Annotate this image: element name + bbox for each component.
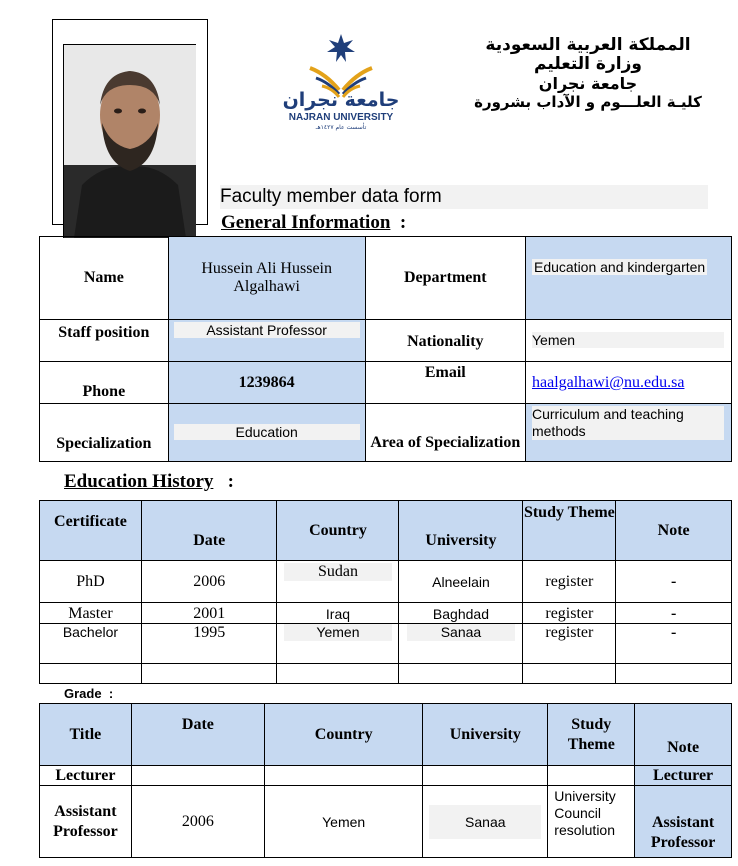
grade-header-study-theme: Study Theme bbox=[548, 704, 635, 766]
grade-cell-country bbox=[265, 766, 423, 786]
grade-cell-study-theme bbox=[548, 766, 635, 786]
label-specialization: Specialization bbox=[40, 404, 169, 462]
edu-cell-study-theme: register bbox=[523, 624, 616, 664]
grade-cell-title: Lecturer bbox=[40, 766, 132, 786]
general-info-heading bbox=[221, 212, 406, 234]
value-specialization: Education bbox=[174, 424, 360, 440]
value-nationality: Yemen bbox=[532, 332, 724, 348]
grade-header-country: Country bbox=[265, 704, 423, 766]
grade-cell-university: Sanaa bbox=[429, 805, 541, 839]
grade-cell-university bbox=[423, 766, 548, 786]
grade-cell-title: Assistant Professor bbox=[40, 786, 132, 858]
grade-row-lecturer bbox=[40, 766, 732, 786]
grade-cell-note: Assistant Professor bbox=[635, 786, 732, 858]
label-staff-position: Staff position bbox=[40, 320, 169, 362]
edu-cell-note: - bbox=[616, 603, 732, 624]
edu-header-country: Country bbox=[277, 501, 399, 561]
edu-cell-note: - bbox=[616, 624, 732, 664]
logo-tagline: تأسست عام ١٤٢٧هـ bbox=[315, 124, 367, 131]
label-name: Name bbox=[40, 237, 169, 320]
edu-cell-country: Yemen bbox=[284, 624, 392, 641]
general-info-colon: : bbox=[399, 212, 407, 233]
value-name: Hussein Ali Hussein Algalhawi bbox=[168, 237, 365, 320]
edu-cell-certificate: PhD bbox=[40, 561, 142, 603]
profile-photo bbox=[63, 44, 196, 238]
edu-cell-certificate: Master bbox=[40, 603, 142, 624]
edu-header-certificate: Certificate bbox=[40, 501, 142, 561]
edu-cell-certificate: Bachelor bbox=[40, 624, 142, 664]
value-area-of-specialization: Curriculum and teaching methods bbox=[532, 406, 724, 440]
grade-cell-note: Lecturer bbox=[635, 766, 732, 786]
label-area-of-specialization: Area of Specialization bbox=[365, 404, 525, 462]
edu-cell-study-theme: register bbox=[523, 561, 616, 603]
value-staff-position: Assistant Professor bbox=[174, 322, 360, 338]
general-info-title: General Information bbox=[221, 212, 391, 233]
edu-header-note: Note bbox=[616, 501, 732, 561]
general-info-table bbox=[39, 236, 732, 462]
grade-header-note: Note bbox=[635, 704, 732, 766]
edu-header-university: University bbox=[399, 501, 523, 561]
grade-table bbox=[39, 703, 732, 858]
university-logo bbox=[282, 32, 400, 134]
label-email: Email bbox=[365, 362, 525, 404]
grade-cell-study-theme: University Council resolution bbox=[548, 786, 635, 858]
grade-heading bbox=[64, 686, 113, 701]
edu-cell-university: Baghdad bbox=[399, 603, 523, 624]
edu-header-date: Date bbox=[141, 501, 277, 561]
edu-row-bachelor bbox=[40, 624, 732, 664]
edu-cell-note: - bbox=[616, 561, 732, 603]
arabic-line-ministry: وزارة التعليم bbox=[534, 54, 642, 74]
grade-title: Grade bbox=[64, 686, 102, 701]
edu-cell-country: Sudan bbox=[284, 563, 392, 581]
arabic-line-university: جامعة نجران bbox=[538, 74, 638, 93]
grade-cell-date: 2006 bbox=[131, 786, 264, 858]
form-title: Faculty member data form bbox=[220, 185, 708, 209]
person-photo-icon bbox=[64, 45, 196, 238]
edu-header-study-theme: Study Theme bbox=[523, 501, 616, 561]
value-phone: 1239864 bbox=[168, 362, 365, 404]
grade-cell-date bbox=[131, 766, 264, 786]
edu-cell-study-theme: register bbox=[523, 603, 616, 624]
grade-colon: : bbox=[108, 686, 114, 701]
education-title: Education History bbox=[64, 471, 214, 492]
grade-cell-country: Yemen bbox=[265, 786, 423, 858]
education-colon: : bbox=[227, 471, 234, 492]
label-nationality: Nationality bbox=[365, 320, 525, 362]
edu-row-phd bbox=[40, 561, 732, 603]
grade-row-assistant-professor bbox=[40, 786, 732, 858]
arabic-header bbox=[458, 36, 718, 112]
email-link[interactable]: haalgalhawi@nu.edu.sa bbox=[531, 373, 685, 391]
education-table bbox=[39, 500, 732, 684]
arabic-line-college: كليـة العلـــوم و الآداب بشرورة bbox=[474, 93, 702, 111]
logo-arabic-name: جامعة نجران bbox=[282, 89, 400, 111]
grade-header-university: University bbox=[423, 704, 548, 766]
edu-row-empty bbox=[40, 664, 732, 684]
edu-row-master bbox=[40, 603, 732, 624]
label-department: Department bbox=[365, 237, 525, 320]
edu-cell-university: Sanaa bbox=[407, 624, 515, 641]
edu-cell-university: Alneelain bbox=[399, 561, 523, 603]
edu-cell-date: 2006 bbox=[141, 561, 277, 603]
value-department: Education and kindergarten bbox=[533, 259, 706, 275]
grade-header-date: Date bbox=[131, 704, 264, 766]
arabic-line-kingdom: المملكة العربية السعودية bbox=[485, 35, 691, 55]
edu-cell-country: Iraq bbox=[277, 603, 399, 624]
label-phone: Phone bbox=[40, 362, 169, 404]
logo-english-name: NAJRAN UNIVERSITY bbox=[288, 112, 394, 123]
edu-cell-date: 1995 bbox=[141, 624, 277, 664]
education-heading bbox=[64, 471, 234, 493]
grade-header-title: Title bbox=[40, 704, 132, 766]
edu-cell-date: 2001 bbox=[141, 603, 277, 624]
